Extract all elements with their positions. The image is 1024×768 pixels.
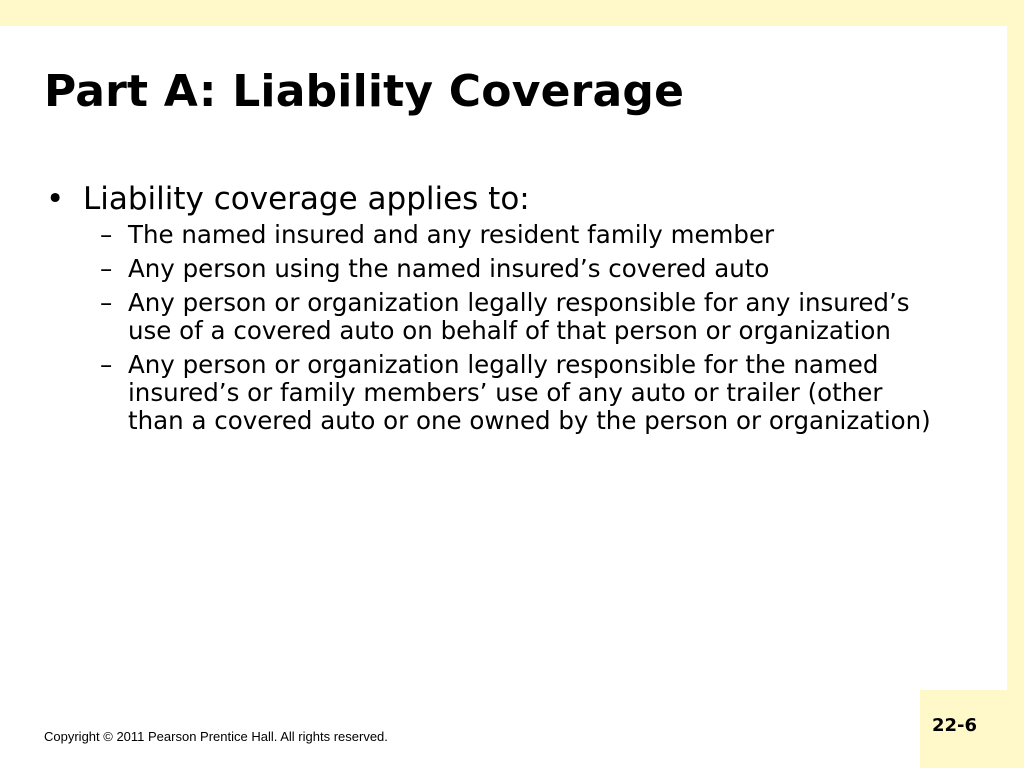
right-accent-band	[1007, 0, 1024, 768]
top-accent-band	[0, 0, 1024, 26]
sub-bullet-text: Any person or organization legally responsible for any insured’s use of a covered auto on behalf of that person or organization	[128, 288, 910, 345]
sub-bullet-list	[100, 221, 940, 441]
dash-icon: –	[100, 220, 113, 249]
sub-bullet-text: Any person or organization legally responsible for the named insured’s or family members’ use of any auto or trailer (other than a covered auto or one owned by the person or organization)	[128, 350, 931, 435]
dash-icon: –	[100, 254, 113, 283]
main-bullet-text: Liability coverage applies to:	[83, 181, 530, 217]
sub-bullet-item	[100, 351, 940, 435]
sub-bullet-item	[100, 289, 940, 345]
sub-bullet-text: The named insured and any resident family member	[128, 220, 775, 249]
slide-title: Part A: Liability Coverage	[44, 66, 685, 117]
sub-bullet-text: Any person using the named insured’s covered auto	[128, 254, 770, 283]
main-bullet	[46, 179, 530, 219]
dash-icon: –	[100, 350, 113, 379]
bullet-icon: •	[46, 181, 65, 217]
dash-icon: –	[100, 288, 113, 317]
copyright-notice: Copyright © 2011 Pearson Prentice Hall. All rights reserved.	[44, 729, 388, 744]
sub-bullet-item	[100, 255, 940, 283]
sub-bullet-item	[100, 221, 940, 249]
page-number: 22-6	[932, 715, 978, 736]
